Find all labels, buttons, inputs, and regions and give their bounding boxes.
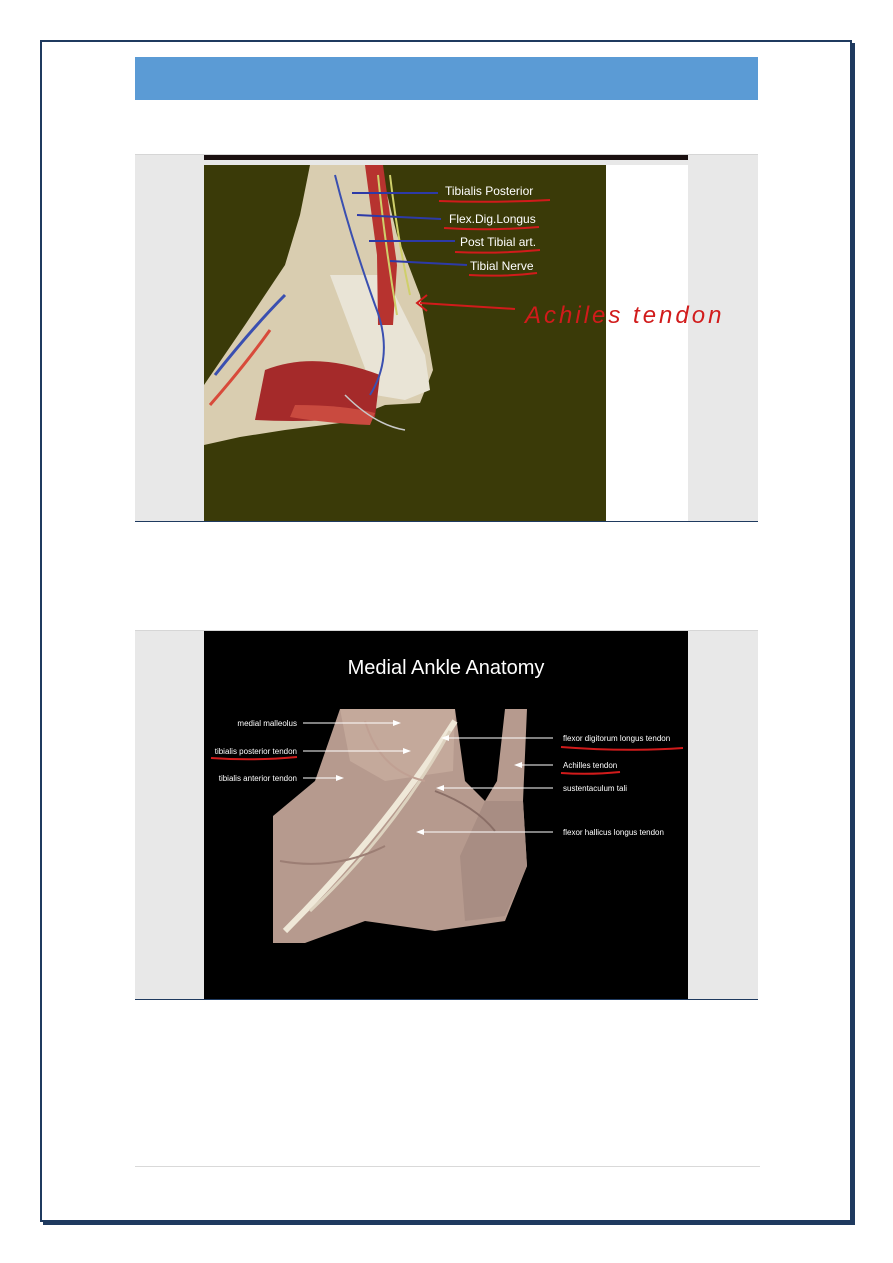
label-tibialis-anterior-tendon: tibialis anterior tendon [218, 774, 297, 783]
label-post-tibial-art: Post Tibial art. [460, 235, 537, 249]
top-strip [204, 155, 688, 160]
label-flexor-digitorum-longus-tendon: flexor digitorum longus tendon [563, 734, 671, 743]
label-flexor-hallicus-longus-tendon: flexor hallicus longus tendon [563, 828, 664, 837]
label-tibialis-posterior: Tibialis Posterior [445, 184, 534, 198]
label-tibial-nerve: Tibial Nerve [470, 259, 534, 273]
label-tibialis-posterior-tendon: tibialis posterior tendon [214, 747, 297, 756]
slide-ankle-3d [135, 154, 758, 522]
slide-ankle-3d-image [135, 155, 758, 521]
slide1-white-margin [606, 165, 688, 521]
slide-medial-ankle-anatomy [135, 630, 758, 1000]
footer-divider [135, 1166, 760, 1167]
handwritten-achiles-tendon: Achiles tendon [525, 302, 725, 329]
slide2-title: Medial Ankle Anatomy [347, 657, 545, 679]
label-sustentaculum-tali: sustentaculum tali [563, 784, 628, 793]
label-flex-dig-longus: Flex.Dig.Longus [449, 212, 536, 226]
header-bar [135, 57, 758, 100]
slide-medial-ankle-image [135, 631, 758, 999]
label-achilles-tendon: Achilles tendon [563, 761, 618, 770]
label-medial-malleolus: medial malleolus [237, 719, 297, 728]
